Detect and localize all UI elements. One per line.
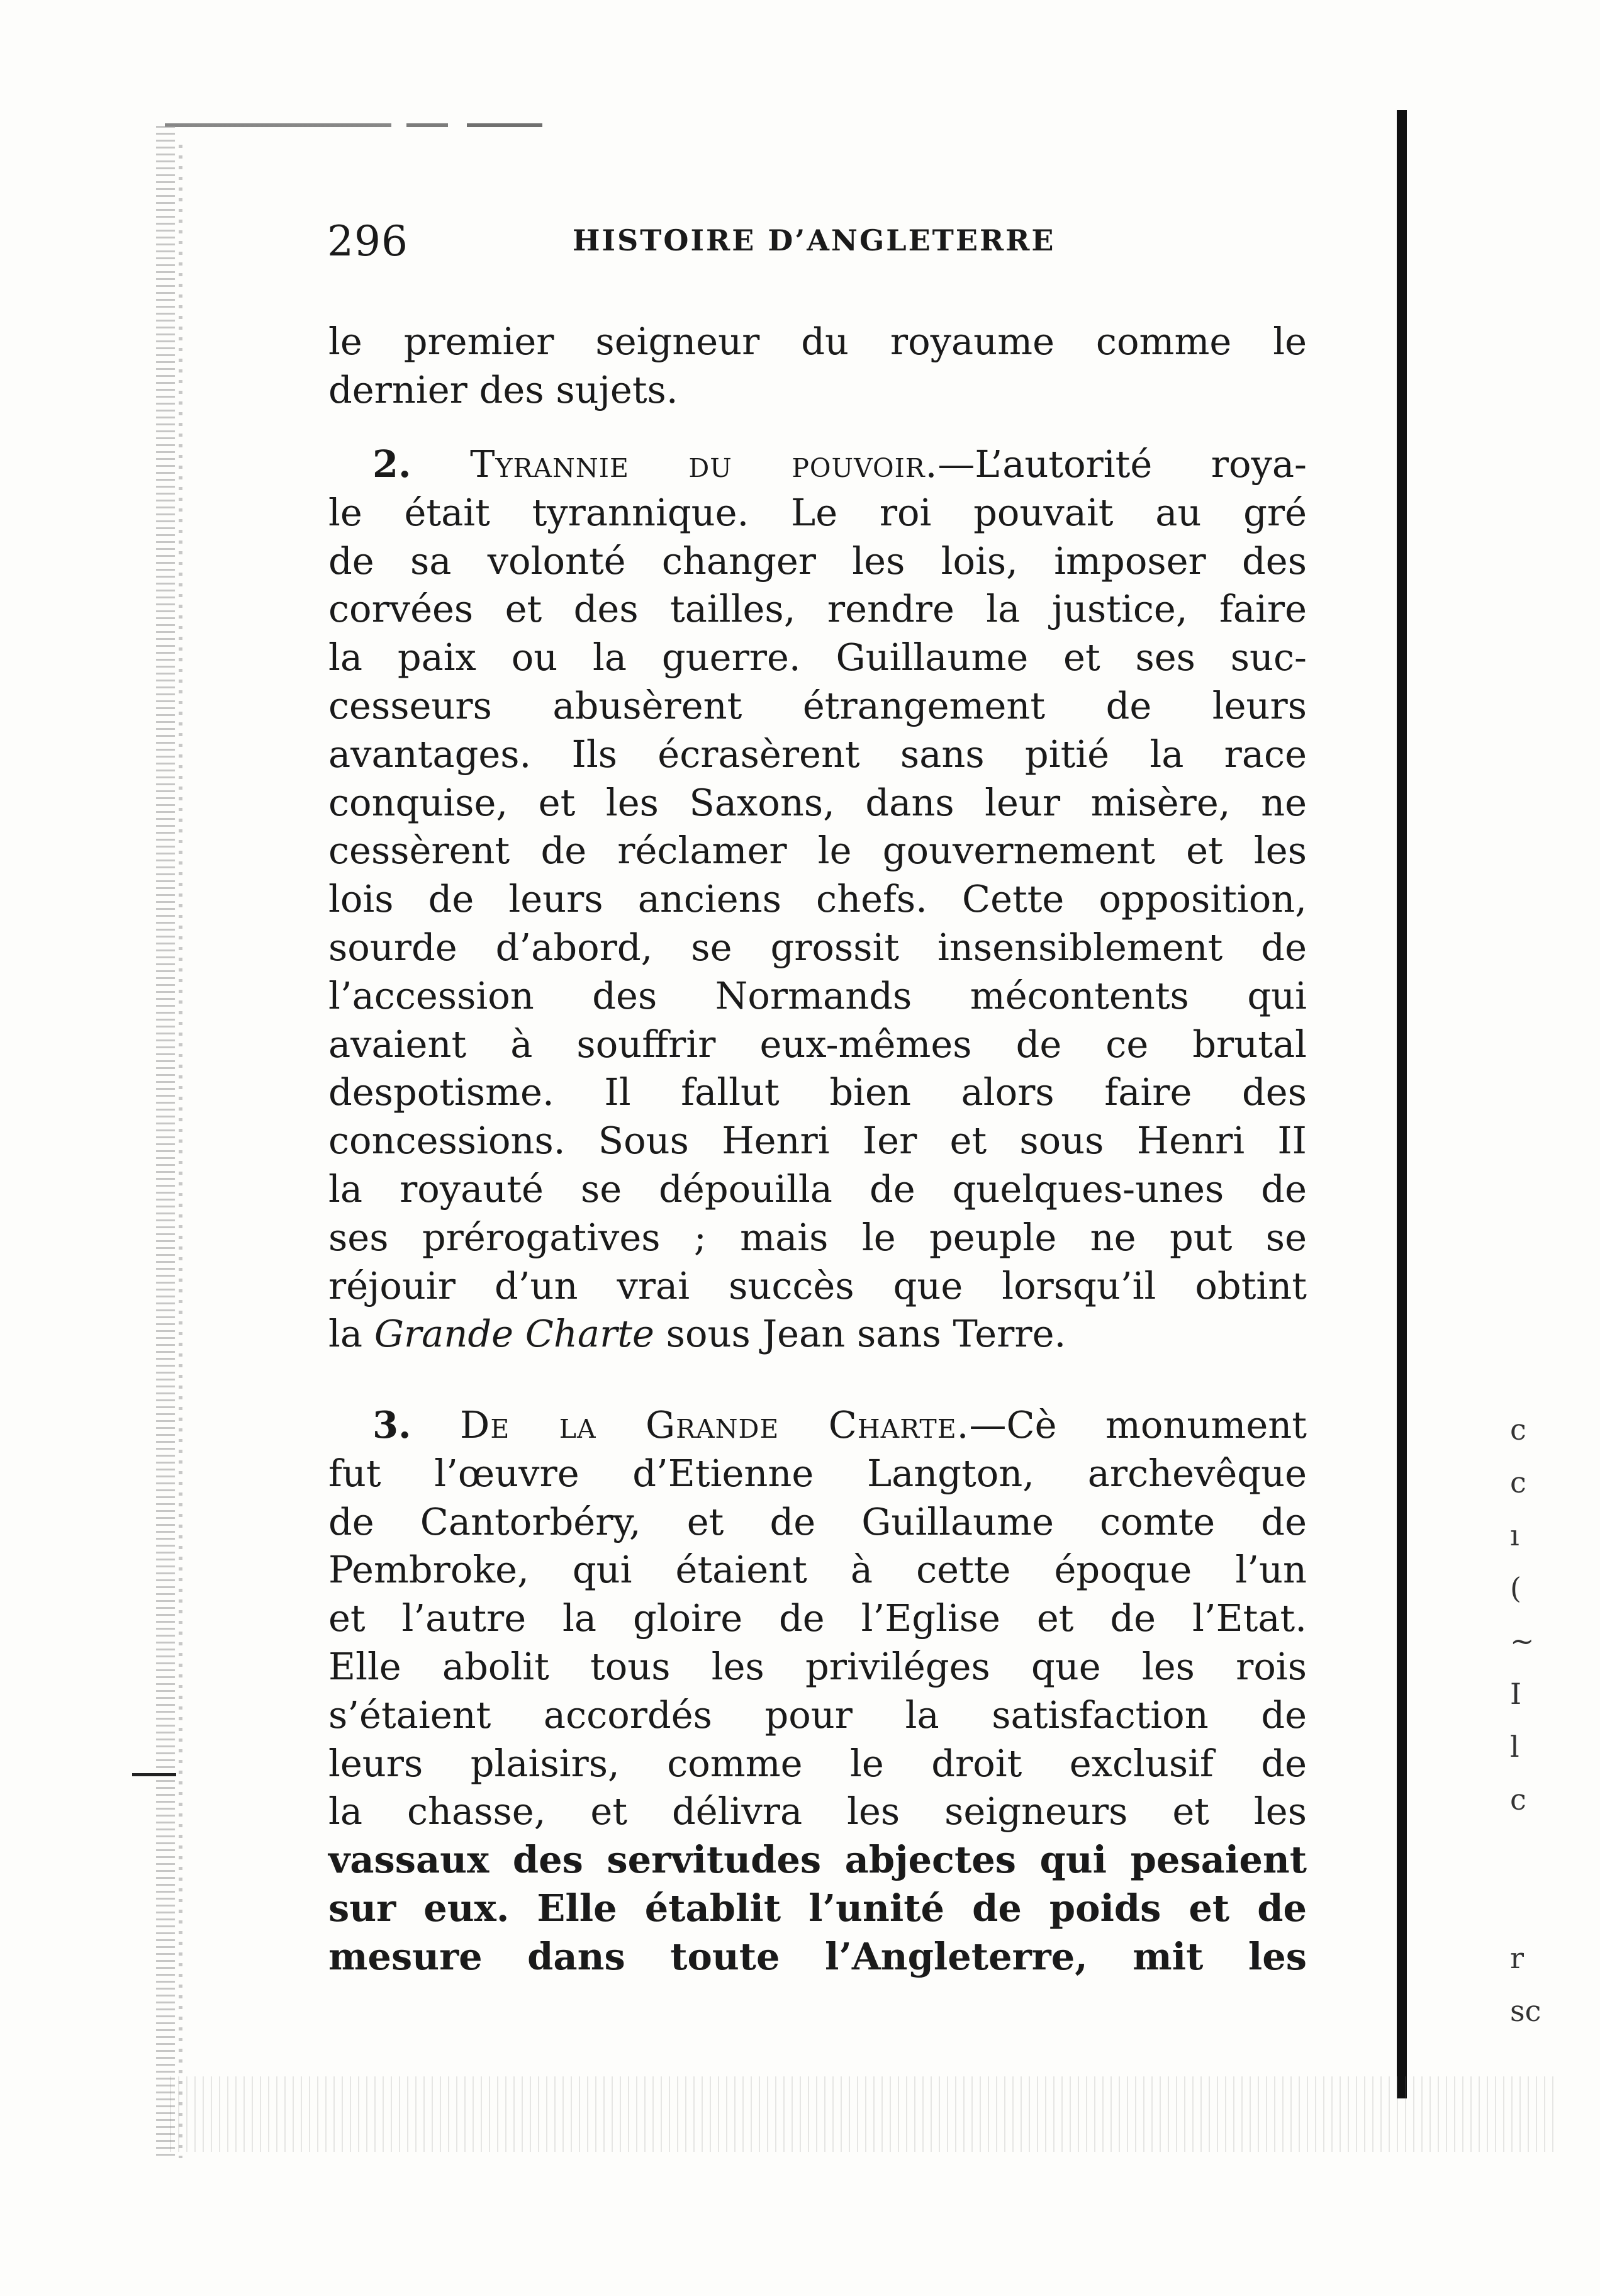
left-margin-dash — [132, 1773, 176, 1776]
text-line: corvées et des tailles, rendre la justice, faire — [328, 587, 1307, 631]
text-line: despotisme. Il fallut bien alors faire des — [328, 1070, 1307, 1114]
text-line: lois de leurs anciens chefs. Cette opposition, — [328, 877, 1307, 921]
text-line: Pembroke, qui étaient à cette époque l’un — [328, 1548, 1307, 1592]
bottom-scan-noise — [170, 2076, 1554, 2152]
text-line: et l’autre la gloire de l’Eglise et de l’Etat. — [328, 1596, 1307, 1640]
section-number: 3. — [372, 1403, 411, 1447]
text-fragment: —L’autorité roya- — [937, 442, 1307, 486]
text-line: conquise, et les Saxons, dans leur misère, ne — [328, 780, 1307, 824]
text-line: la paix ou la guerre. Guillaume et ses suc- — [328, 636, 1307, 680]
right-fragment: c — [1510, 1465, 1526, 1499]
text-line: leurs plaisirs, comme le droit exclusif de — [328, 1741, 1307, 1785]
section-heading: De la Grande Charte. — [460, 1403, 970, 1447]
section-heading: Tyrannie du pouvoir. — [470, 442, 938, 486]
left-binding-edge — [156, 126, 175, 2158]
right-fragment: l — [1510, 1730, 1519, 1764]
text-line: la chasse, et délivra les seigneurs et les — [328, 1789, 1307, 1834]
text-line: s’étaient accordés pour la satisfaction de — [328, 1693, 1307, 1737]
opening-paragraph — [328, 318, 1307, 415]
text-line: mesure dans toute l’Angleterre, mit les — [328, 1934, 1307, 1978]
right-margin-fragments — [1510, 1403, 1548, 2037]
text-line: cessèrent de réclamer le gouvernement et les — [328, 829, 1307, 873]
right-fragment — [1510, 1879, 1548, 1932]
text-line: Elle abolit tous les priviléges que les rois — [328, 1644, 1307, 1688]
right-fragment: r — [1510, 1941, 1524, 1975]
text-line: avaient à souffrir eux-mêmes de ce brutal — [328, 1022, 1307, 1066]
right-fragment: ( — [1510, 1571, 1521, 1605]
text-line: sur eux. Elle établit l’unité de poids et de — [328, 1886, 1307, 1930]
section-2-paragraph — [328, 440, 1307, 1358]
section-number: 2. — [372, 442, 411, 486]
text-line — [328, 1310, 1307, 1358]
top-edge-rule — [165, 123, 542, 127]
right-fragment: c — [1510, 1413, 1526, 1447]
text-line: fut l’œuvre d’Etienne Langton, archevêque — [328, 1451, 1307, 1495]
italic-title: Grande Charte — [374, 1312, 654, 1356]
text-line: de sa volonté changer les lois, imposer des — [328, 539, 1307, 583]
section-heading-line — [328, 1401, 1307, 1450]
text-fragment: sous Jean sans Terre. — [654, 1312, 1066, 1356]
text-line: le premier seigneur du royaume comme le — [328, 320, 1307, 363]
right-page-gutter-bar — [1397, 110, 1407, 2098]
text-line: réjouir d’un vrai succès que lorsqu’il obtint — [328, 1263, 1307, 1308]
text-line: vassaux des servitudes abjectes qui pesaient — [328, 1838, 1307, 1882]
right-fragment: ı — [1510, 1518, 1519, 1552]
text-line: le était tyrannique. Le roi pouvait au gré — [328, 490, 1307, 534]
text-line: avantages. Ils écrasèrent sans pitié la race — [328, 732, 1307, 776]
right-fragment: I — [1510, 1677, 1522, 1711]
text-line: concessions. Sous Henri Ier et sous Henri II — [328, 1119, 1307, 1163]
text-line: de Cantorbéry, et de Guillaume comte de — [328, 1499, 1307, 1543]
page-number: 296 — [327, 217, 408, 266]
text-fragment: la — [328, 1312, 374, 1356]
right-fragment: c — [1510, 1783, 1526, 1817]
section-heading-line — [328, 440, 1307, 489]
running-title: HISTOIRE D’ANGLETERRE — [573, 223, 1056, 257]
page-header — [327, 217, 1082, 274]
right-fragment: ~ — [1510, 1624, 1535, 1658]
text-line: ses prérogatives ; mais le peuple ne put se — [328, 1215, 1307, 1259]
text-line: dernier des sujets. — [328, 367, 678, 412]
text-line: la royauté se dépouilla de quelques-unes de — [328, 1167, 1307, 1211]
text-line: l’accession des Normands mécontents qui — [328, 973, 1307, 1017]
text-line: cesseurs abusèrent étrangement de leurs — [328, 683, 1307, 727]
right-fragment: sc — [1510, 1994, 1541, 2028]
text-line: sourde d’abord, se grossit insensiblement de — [328, 925, 1307, 969]
text-fragment: —Cè monument — [969, 1403, 1307, 1447]
left-binding-edge-inner — [179, 145, 182, 2158]
section-3-paragraph — [328, 1401, 1307, 1981]
right-fragment — [1510, 1826, 1548, 1879]
